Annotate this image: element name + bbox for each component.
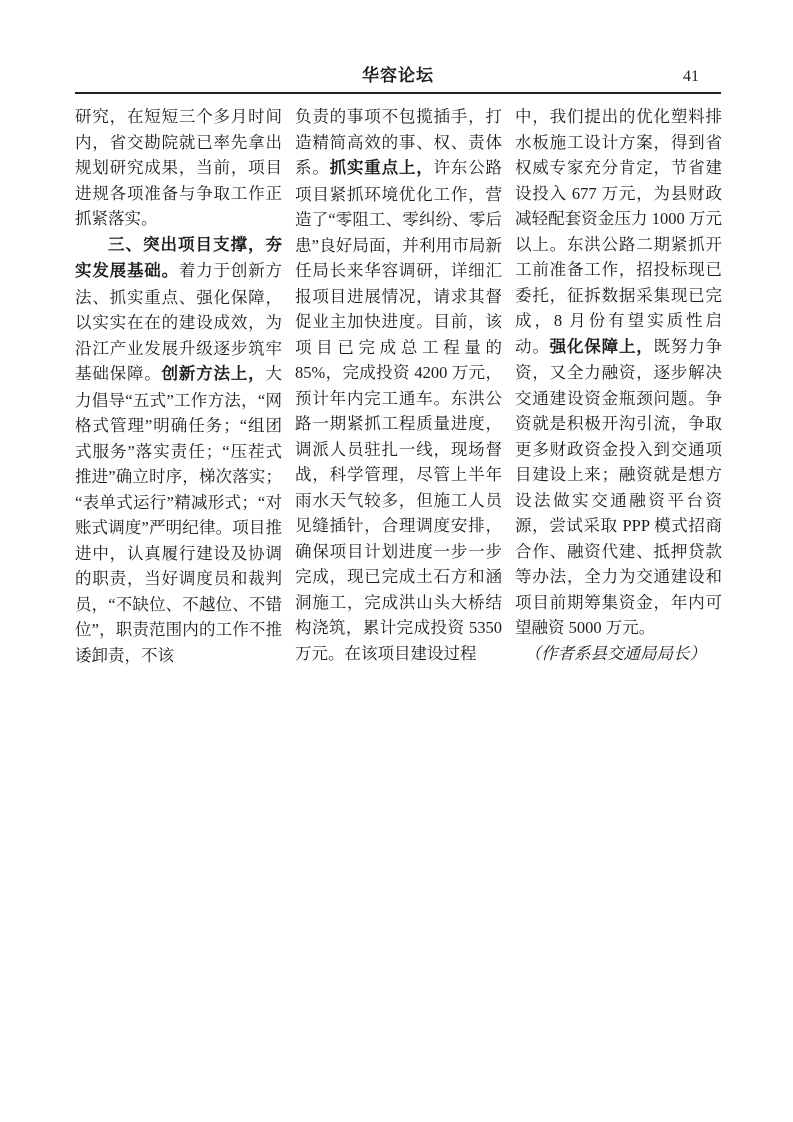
page-header xyxy=(75,64,721,90)
text-run: 许东公路项目紧抓环境优化工作，营造了“零阻工、零纠纷、零后患”良好局面，并利用市局新任局长来华容调研，详细汇报项目进展情况，请求其督促业主加快进度。目前，该项目已完成总工程量的 85%，完成投资 4200 万元，预计年内完工通车。东洪公路一期紧抓工程质量进度，调派人员驻扎一线，现场督战，科学管理，尽管上半年雨水天气较多，但施工人员见缝插针，合理调度安排，确保项目计划进度一步一步完成，现已完成土石方和涵洞施工，完成洪山头大桥结构浇筑，累计完成投资 5350 万元。在该项目建设过程 xyxy=(295,158,503,663)
page-number: 41 xyxy=(683,68,699,85)
text-run: 负责的事项不包揽插手，打造精简高效的事、权、责体系。 xyxy=(295,107,502,177)
text-run: 大力倡导“五式”工作方法，“网格式管理”明确任务；“组团式服务”落实责任；“压茬式推进”确立时序，梯次落实；“表单式运行”精减形式；“对账式调度”严明纪律。项目推进中，认真履行建设及协调的职责，当好调度员和裁判员，“不缺位、不越位、不错位”，职责范围内的工作不推诿卸责，不该 xyxy=(75,364,283,665)
paragraph xyxy=(295,104,502,666)
text-run: （作者系县交通局局长） xyxy=(524,643,706,663)
paragraph xyxy=(515,104,722,641)
text-run: 着力于创新方法、抓实重点、强化保障，以实实在在的建设成效，为沿江产业发展升级逐步筑牢基础保障。 xyxy=(75,261,283,383)
article-column-1 xyxy=(75,104,282,668)
text-run-bold: 三、突出项目支撑，夯实发展基础。 xyxy=(75,235,282,280)
article-column-3 xyxy=(515,104,722,668)
header-rule xyxy=(75,92,721,94)
text-run: 既努力争资，又全力融资，逐步解决交通建设资金瓶颈问题。争资就是积极开沟引流，争取更多财政资金投入到交通项目建设上来；融资就是想方设法做实交通融资平台资源，尝试采取 PPP 模式招商合作、融资代建、抵押贷款等办法，全力为交通建设和项目前期筹集资金，年内可望融资 5000 万元。 xyxy=(515,336,723,637)
article-body xyxy=(75,104,721,668)
running-head-title: 华容论坛 xyxy=(362,66,434,85)
text-run: 中，我们提出的优化塑料排水板施工设计方案，得到省权威专家充分肯定，节省建设投入 677 万元，为县财政减轻配套资金压力 1000 万元以上。东洪公路二期紧抓开工前准备工作，招投标现已委托，征拆数据采集现已完成，8 月份有望实质性启动。 xyxy=(515,107,722,356)
text-run-bold: 强化保障上， xyxy=(549,337,654,356)
author-byline xyxy=(515,641,722,667)
article-column-2 xyxy=(295,104,502,668)
text-run-bold: 抓实重点上， xyxy=(329,159,434,177)
paragraph xyxy=(75,232,282,669)
text-run: 研究，在短短三个多月时间内，省交勘院就已率先拿出规划研究成果，当前，项目进规各项准备与争取工作正抓紧落实。 xyxy=(75,107,282,228)
paragraph xyxy=(75,104,282,232)
text-run-bold: 创新方法上， xyxy=(161,365,266,383)
